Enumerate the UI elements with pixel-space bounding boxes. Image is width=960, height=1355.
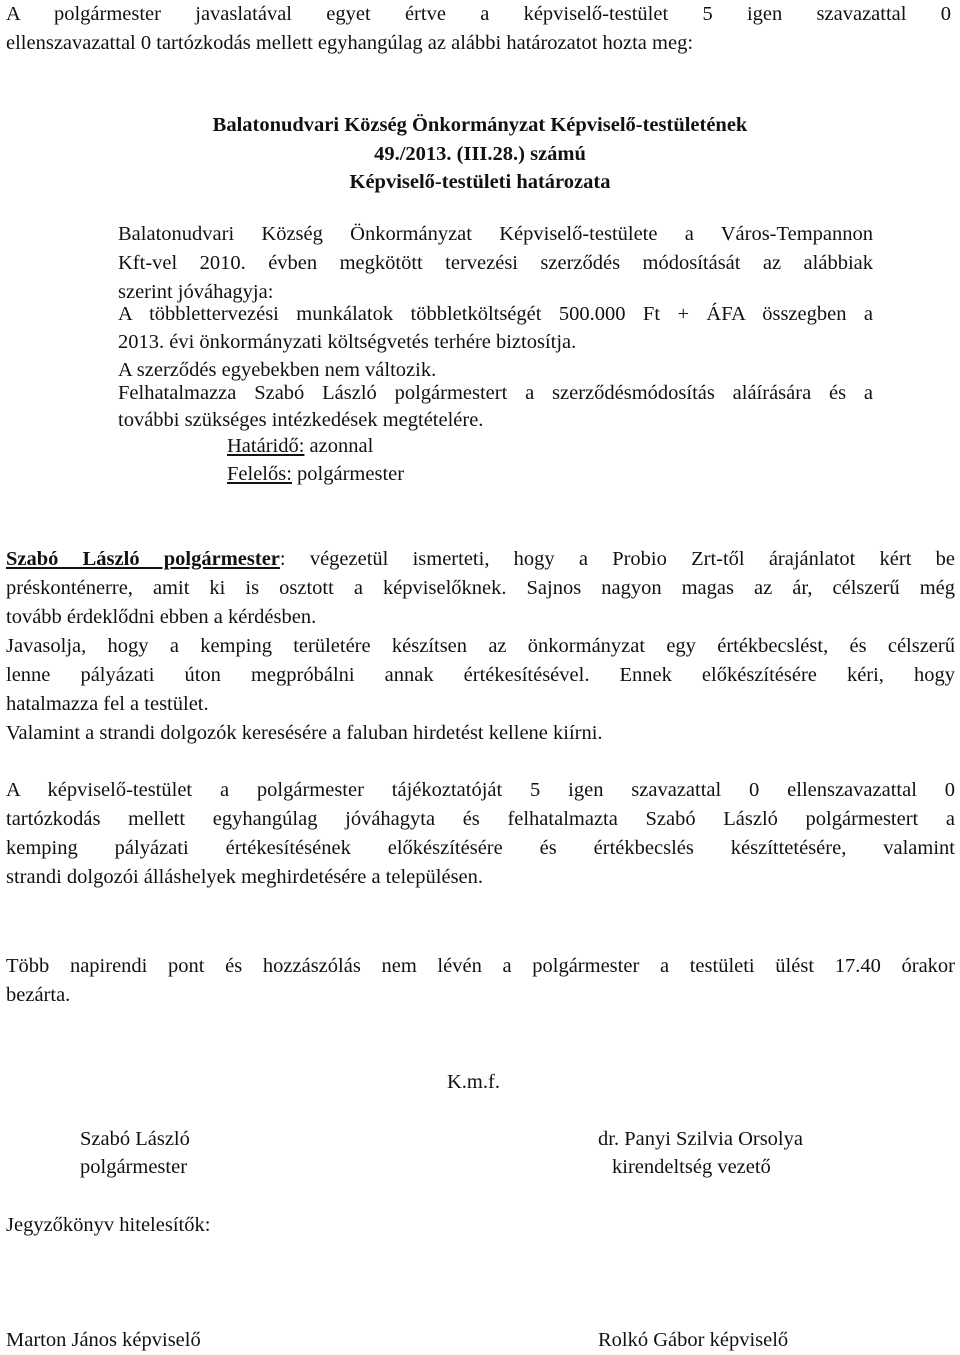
resolution-body-6: A szerződés egyebekben nem változik. [118, 359, 437, 381]
resolution-deadline [227, 432, 727, 461]
signature-right-name: dr. Panyi Szilvia Orsolya [598, 1128, 803, 1150]
authenticators-label: Jegyzőkönyv hitelesítők: [6, 1214, 211, 1236]
resolution-heading-1: Balatonudvari Község Önkormányzat Képviselő-testületének [212, 114, 748, 136]
closing-line-2: bezárta. [6, 984, 71, 1006]
resolution-body-1: Balatonudvari Község Önkormányzat Képviselő-testülete a Város-Tempannon [118, 223, 873, 245]
signature-right-title: kirendeltség vezető [612, 1156, 771, 1178]
vote-line-1: A képviselő-testület a polgármester tájékoztatóját 5 igen szavazattal 0 ellenszavazattal 0 [6, 779, 955, 801]
responsible-label: Felelős: [227, 463, 292, 485]
vote-line-3: kemping pályázati értékesítésének előkészítésére és értékbecslés készíttetésére, valamint [6, 837, 955, 859]
intro-line-1: A polgármester javaslatával egyet értve a képviselő-testület 5 igen szavazattal 0 [6, 3, 951, 25]
deadline-value: azonnal [304, 435, 374, 457]
responsible-value: polgármester [291, 463, 405, 485]
deadline-label: Határidő: [227, 435, 305, 457]
resolution-body-3: szerint jóváhagyja: [118, 281, 274, 303]
authenticator-right: Rolkó Gábor képviselő [598, 1329, 789, 1351]
resolution-heading-3: Képviselő-testületi határozata [349, 171, 611, 193]
intro-line-2: ellenszavazattal 0 tartózkodás mellett egyhangúlag az alábbi határozatot hozta meg: [6, 32, 694, 54]
mayor-line-3: tovább érdeklődni ebben a kérdésben. [6, 606, 317, 628]
vote-line-2: tartózkodás mellett egyhangúlag jóváhagyta és felhatalmazta Szabó László polgármestert a [6, 808, 955, 830]
mayor-line-5: lenne pályázati úton megpróbálni annak értékesítésével. Ennek előkészítésére kéri, hogy [6, 664, 955, 686]
resolution-number-suffix: ) számú [518, 143, 586, 165]
signature-left-name: Szabó László [80, 1128, 190, 1150]
vote-line-4: strandi dolgozói álláshelyek meghirdetésére a településen. [6, 866, 484, 888]
mayor-line-7: Valamint a strandi dolgozók keresésére a faluban hirdetést kellene kiírni. [6, 722, 603, 744]
mayor-speaker: Szabó László polgármester [6, 548, 280, 570]
mayor-line-4: Javasolja, hogy a kemping területére készítsen az önkormányzat egy értékbecslést, és célszerű [6, 635, 955, 657]
mayor-line-1-rest: : végezetül ismerteti, hogy a Probio Zrt-től árajánlatot kért be [279, 548, 955, 570]
resolution-heading-2 [0, 140, 960, 169]
signature-left-title: polgármester [80, 1156, 188, 1178]
resolution-body-2: Kft-vel 2010. évben megkötött tervezési szerződés módosítását az alábbiak [118, 252, 873, 274]
authenticator-left: Marton János képviselő [6, 1329, 201, 1351]
kmf-label: K.m.f. [447, 1071, 500, 1093]
mayor-line-6: hatalmazza fel a testület. [6, 693, 209, 715]
resolution-body-7: Felhatalmazza Szabó László polgármestert a szerződésmódosítás aláírására és a [118, 382, 873, 404]
resolution-number: 49./2013. (III.28. [374, 143, 519, 165]
mayor-line-1 [6, 545, 955, 574]
mayor-line-2: préskonténerre, amit ki is osztott a képviselőknek. Sajnos nagyon magas az ár, célszerű még [6, 577, 955, 599]
resolution-body-5: 2013. évi önkormányzati költségvetés terhére biztosítja. [118, 331, 577, 353]
resolution-body-4: A többlettervezési munkálatok többletköltségét 500.000 Ft + ÁFA összegben a [118, 303, 873, 325]
resolution-body-8: további szükséges intézkedések megtételére. [118, 409, 484, 431]
closing-line-1: Több napirendi pont és hozzászólás nem lévén a polgármester a testületi ülést 17.40 órakor [6, 955, 955, 977]
resolution-responsible [227, 460, 727, 489]
